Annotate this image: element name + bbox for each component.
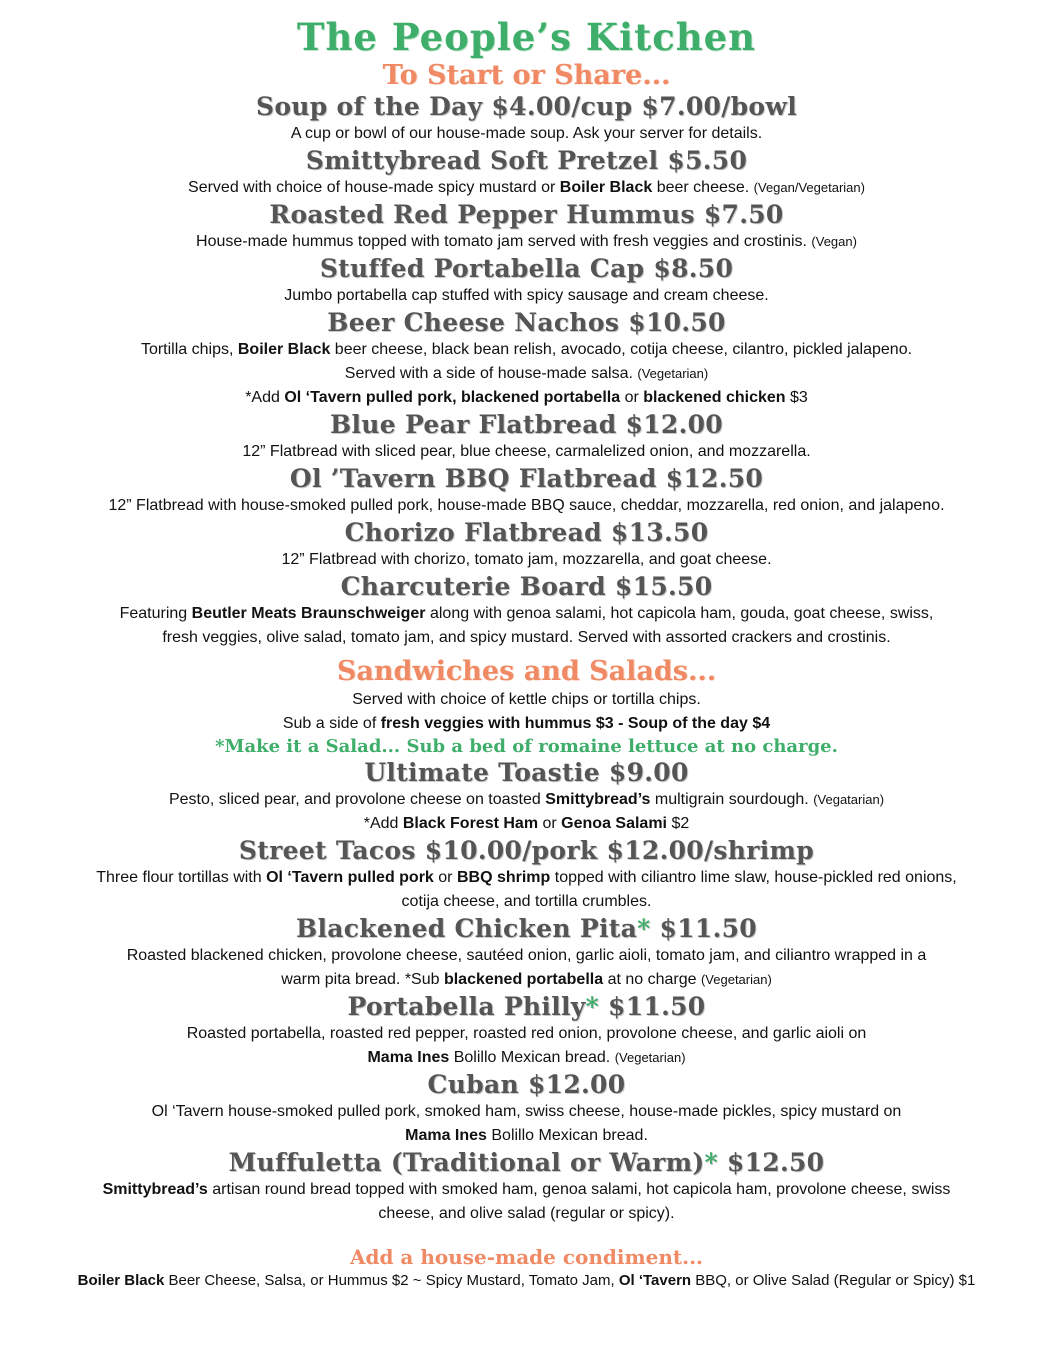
item-title-soup: Soup of the Day $4.00/cup $7.00/bowl	[255, 92, 798, 121]
item-title-nachos: Beer Cheese Nachos $10.50	[327, 308, 726, 337]
restaurant-title: The People’s Kitchen	[296, 15, 757, 59]
item-desc-portabella-cap: Jumbo portabella cap stuffed with spicy sausage and cream cheese.	[284, 287, 769, 304]
item-title-philly: Portabella Philly* $11.50	[347, 992, 706, 1021]
item-title-charcuterie: Charcuterie Board $15.50	[340, 572, 713, 601]
sandwich-intro: Served with choice of kettle chips or tortilla chips.	[352, 691, 701, 708]
item-desc-pita: Roasted blackened chicken, provolone cheese, sautéed onion, garlic aioli, tomato jam, and ciliantro wrapped in a	[126, 947, 927, 964]
item-desc-soup: A cup or bowl of our house-made soup. Ask your server for details.	[290, 125, 763, 142]
item-desc-tacos-2: cotija cheese, and tortilla crumbles.	[401, 893, 652, 910]
item-desc-philly: Roasted portabella, roasted red pepper, roasted red onion, provolone cheese, and garlic aioli on	[186, 1025, 867, 1042]
sandwich-sub-note: Sub a side of fresh veggies with hummus $3 - Soup of the day $4	[282, 715, 771, 732]
item-desc-philly-2: Mama Ines Bolillo Mexican bread. (Vegetarian)	[367, 1049, 686, 1066]
item-desc-cuban: Ol ‘Tavern house-smoked pulled pork, smoked ham, swiss cheese, house-made pickles, spicy mustard on	[151, 1103, 902, 1120]
item-desc-charcuterie: Featuring Beutler Meats Braunschweiger along with genoa salami, hot capicola ham, gouda, goat cheese, swiss,	[119, 605, 934, 622]
item-addon-nachos: *Add Ol ‘Tavern pulled pork, blackened portabella or blackened chicken $3	[245, 389, 808, 406]
item-desc-muffuletta-2: cheese, and olive salad (regular or spicy).	[378, 1205, 675, 1222]
item-title-tacos: Street Tacos $10.00/pork $12.00/shrimp	[238, 836, 815, 865]
item-title-portabella-cap: Stuffed Portabella Cap $8.50	[319, 254, 734, 283]
item-desc-nachos-2: Served with a side of house-made salsa. (Vegetarian)	[344, 365, 709, 382]
item-desc-cuban-2: Mama Ines Bolillo Mexican bread.	[405, 1127, 648, 1144]
item-desc-charcuterie-2: fresh veggies, olive salad, tomato jam, and spicy mustard. Served with assorted crackers and crostinis.	[162, 629, 891, 646]
item-title-chorizo: Chorizo Flatbread $13.50	[344, 518, 709, 547]
item-title-muffuletta: Muffuletta (Traditional or Warm)* $12.50	[228, 1148, 825, 1177]
item-desc-bbq-flatbread: 12” Flatbread with house-smoked pulled pork, house-made BBQ sauce, cheddar, mozzarella, red onion, and jalapeno.	[108, 497, 945, 514]
item-desc-toastie: Pesto, sliced pear, and provolone cheese on toasted Smittybread’s multigrain sourdough. (Vegatarian)	[168, 791, 885, 808]
item-desc-nachos: Tortilla chips, Boiler Black beer cheese, black bean relish, avocado, cotija cheese, cilantro, pickled jalapeno.	[140, 341, 913, 358]
condiment-line: Boiler Black Beer Cheese, Salsa, or Hummus $2 ~ Spicy Mustard, Tomato Jam, Ol ‘Tavern BBQ, or Olive Salad (Regular or Spicy) $1	[77, 1272, 976, 1289]
item-title-toastie: Ultimate Toastie $9.00	[364, 758, 689, 787]
item-desc-tacos: Three flour tortillas with Ol ‘Tavern pulled pork or BBQ shrimp topped with ciliantro lime slaw, house-pickled red onions,	[96, 869, 957, 886]
item-desc-muffuletta: Smittybread’s artisan round bread topped with smoked ham, genoa salami, hot capicola ham, provolone cheese, swiss	[102, 1181, 951, 1198]
item-desc-blue-pear: 12” Flatbread with sliced pear, blue cheese, carmalelized onion, and mozzarella.	[242, 443, 811, 460]
item-desc-chorizo: 12” Flatbread with chorizo, tomato jam, mozzarella, and goat cheese.	[281, 551, 772, 568]
item-title-pretzel: Smittybread Soft Pretzel $5.50	[305, 146, 748, 175]
item-desc-pita-2: warm pita bread. *Sub blackened portabella at no charge (Vegetarian)	[281, 971, 772, 988]
section-heading-starters: To Start or Share...	[382, 60, 671, 91]
salad-note: *Make it a Salad... Sub a bed of romaine lettuce at no charge.	[215, 736, 838, 757]
item-title-cuban: Cuban $12.00	[427, 1070, 626, 1099]
item-title-hummus: Roasted Red Pepper Hummus $7.50	[269, 200, 784, 229]
item-title-bbq-flatbread: Ol ’Tavern BBQ Flatbread $12.50	[289, 464, 764, 493]
item-desc-hummus: House-made hummus topped with tomato jam served with fresh veggies and crostinis. (Vegan)	[196, 233, 857, 250]
item-addon-toastie: *Add Black Forest Ham or Genoa Salami $2	[363, 815, 690, 832]
item-title-blue-pear: Blue Pear Flatbread $12.00	[330, 410, 723, 439]
condiment-heading: Add a house-made condiment...	[349, 1245, 704, 1269]
section-heading-sandwiches: Sandwiches and Salads...	[336, 656, 717, 687]
item-title-pita: Blackened Chicken Pita* $11.50	[296, 914, 757, 943]
item-desc-pretzel: Served with choice of house-made spicy mustard or Boiler Black beer cheese. (Vegan/Vegetarian)	[188, 179, 865, 196]
